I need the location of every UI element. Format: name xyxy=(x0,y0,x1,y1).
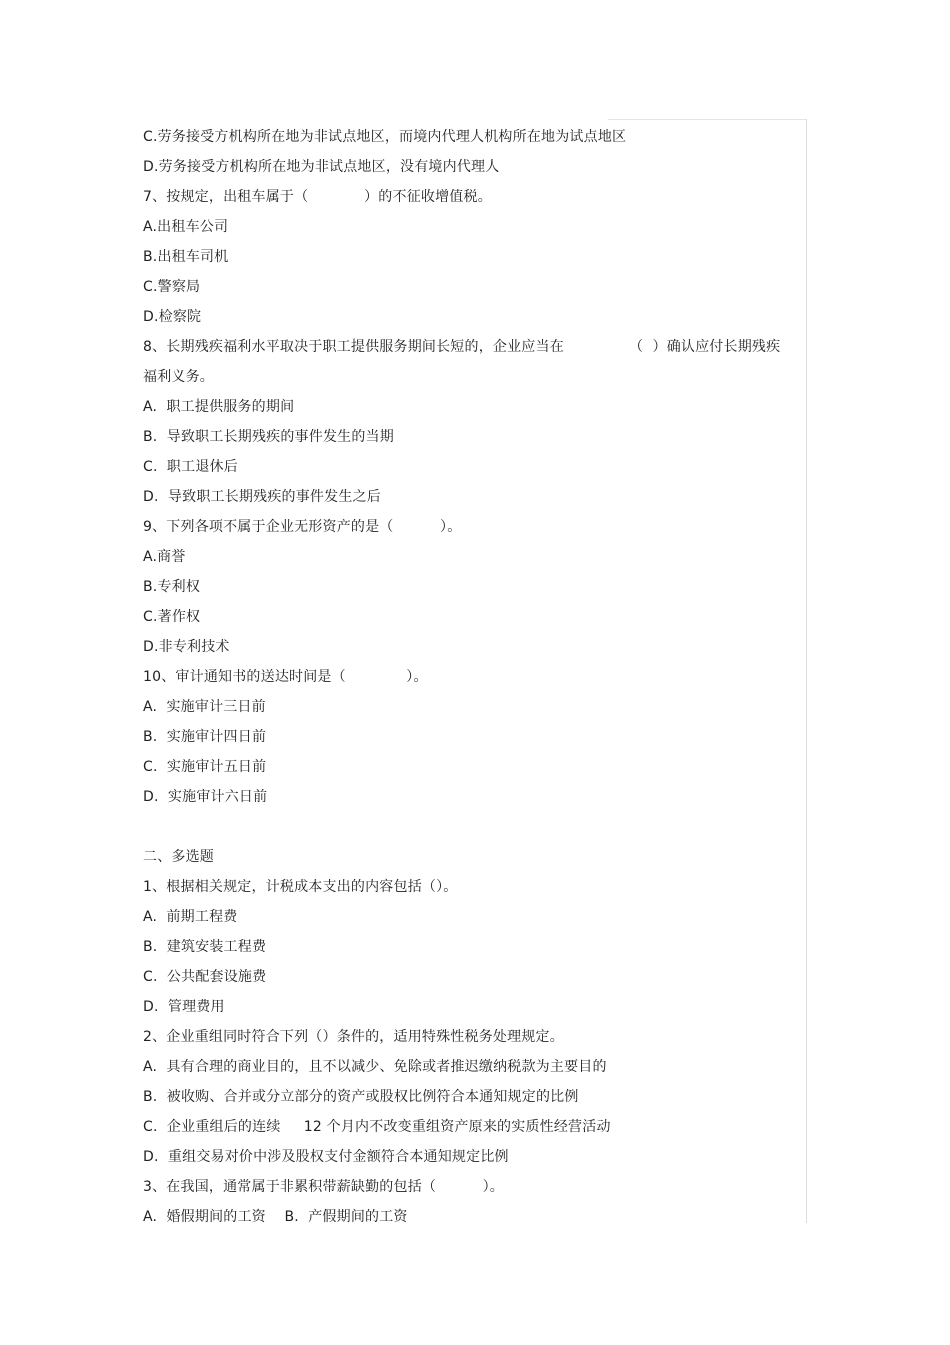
option-line: C.著作权 xyxy=(143,609,201,625)
question-line: 3、在我国，通常属于非累积带薪缺勤的包括（ ）。 xyxy=(143,1179,505,1195)
page-border-right xyxy=(806,119,807,1223)
option-line: D. 实施审计六日前 xyxy=(143,789,268,805)
option-line: A. 职工提供服务的期间 xyxy=(143,399,295,415)
option-line: A.商誉 xyxy=(143,549,186,565)
question-line: 10、审计通知书的送达时间是（ ）。 xyxy=(143,669,428,685)
option-line: D. 重组交易对价中涉及股权支付金额符合本通知规定比例 xyxy=(143,1149,509,1165)
section-heading: 二、多选题 xyxy=(143,849,214,865)
option-line: C. 企业重组后的连续 12 个月内不改变重组资产原来的实质性经营活动 xyxy=(143,1119,611,1135)
question-line: 福利义务。 xyxy=(143,369,214,385)
option-line: C. 公共配套设施费 xyxy=(143,969,267,985)
option-line: B. 导致职工长期残疾的事件发生的当期 xyxy=(143,429,394,445)
option-line: A. 前期工程费 xyxy=(143,909,238,925)
option-line: C. 实施审计五日前 xyxy=(143,759,267,775)
option-line: B. 建筑安装工程费 xyxy=(143,939,267,955)
question-line: 8、长期残疾福利水平取决于职工提供服务期间长短的，企业应当在 （ ）确认应付长期残疾 xyxy=(143,339,781,355)
option-line: A.出租车公司 xyxy=(143,219,229,235)
option-line: B.出租车司机 xyxy=(143,249,229,265)
question-line: 1、根据相关规定，计税成本支出的内容包括（）。 xyxy=(143,879,458,895)
option-line: A. 具有合理的商业目的，且不以减少、免除或者推迟缴纳税款为主要目的 xyxy=(143,1059,607,1075)
option-line: D.劳务接受方机构所在地为非试点地区，没有境内代理人 xyxy=(143,159,500,175)
option-line: A. 实施审计三日前 xyxy=(143,699,266,715)
question-line: 9、下列各项不属于企业无形资产的是（ ）。 xyxy=(143,519,462,535)
option-line: C. 职工退休后 xyxy=(143,459,238,475)
option-line: D. 管理费用 xyxy=(143,999,225,1015)
blank-line xyxy=(143,812,803,842)
question-line: 7、按规定，出租车属于（ ）的不征收增值税。 xyxy=(143,189,492,205)
option-line: D.非专利技术 xyxy=(143,639,230,655)
option-line: D.检察院 xyxy=(143,309,202,325)
option-line: A. 婚假期间的工资 B. 产假期间的工资 xyxy=(143,1209,408,1225)
option-line: D. 导致职工长期残疾的事件发生之后 xyxy=(143,489,381,505)
option-line: B. 实施审计四日前 xyxy=(143,729,267,745)
option-line: B. 被收购、合并或分立部分的资产或股权比例符合本通知规定的比例 xyxy=(143,1089,579,1105)
option-line: B.专利权 xyxy=(143,579,201,595)
option-line: C.劳务接受方机构所在地为非试点地区，而境内代理人机构所在地为试点地区 xyxy=(143,129,627,145)
question-line: 2、企业重组同时符合下列（）条件的，适用特殊性税务处理规定。 xyxy=(143,1029,564,1045)
document-content xyxy=(143,122,803,1232)
page-border-top xyxy=(608,119,807,120)
option-line: C.警察局 xyxy=(143,279,201,295)
